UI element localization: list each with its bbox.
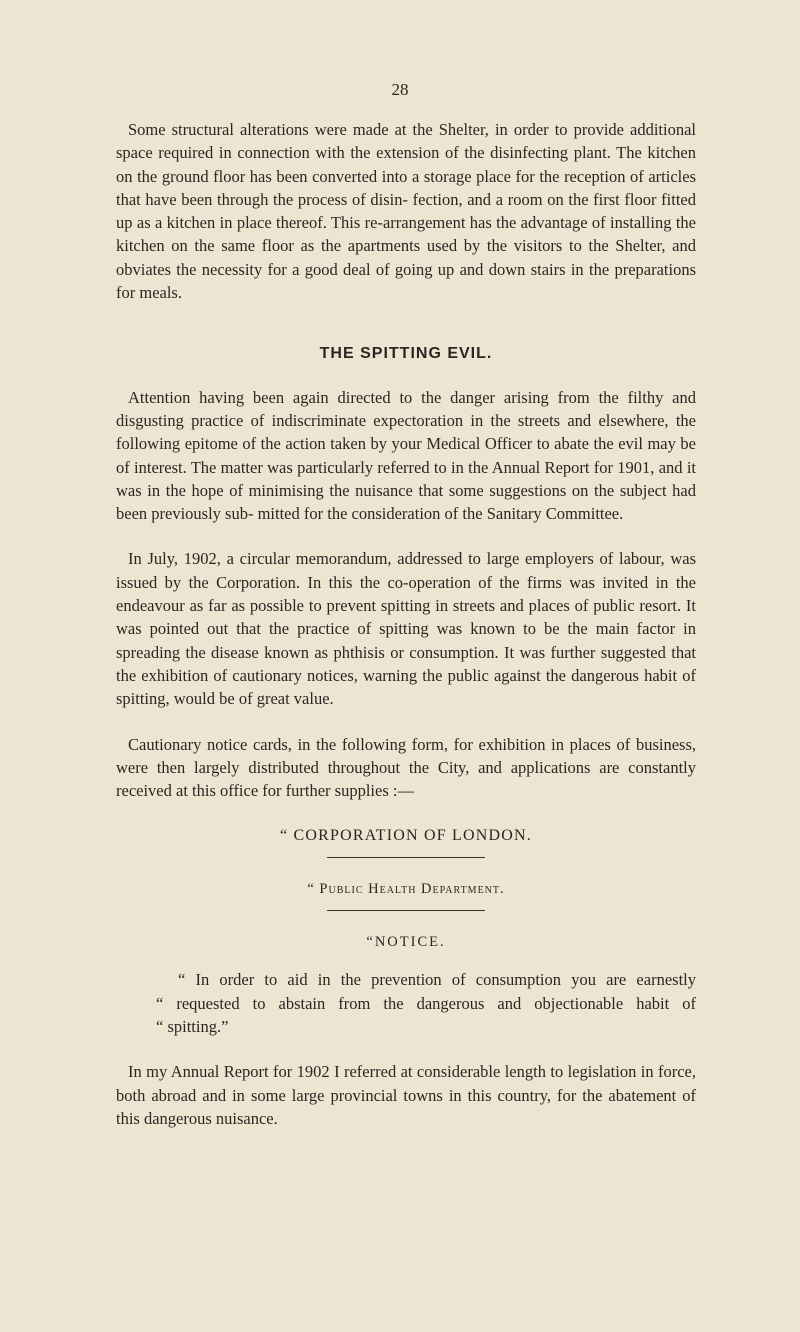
notice-line: “ spitting.”: [156, 1016, 229, 1036]
notice-divider: [327, 857, 485, 858]
notice-line: “ requested to abstain from the dangerous and objectionable habit of: [156, 993, 696, 1013]
paragraph-annual-report: In my Annual Report for 1902 I referred at considerable length to legislation in force, both abroad and in some large provincial towns in this country, for the abatement of this dangerous nuisance.: [116, 1062, 696, 1128]
paragraph-shelter: Some structural alterations were made at the Shelter, in order to provide additional space required in connection with the extension of the disinfecting plant. The kitchen on the ground floor has been converted into a storage place for the reception of articles that have been through the process of disin- fection, and a room on the first floor fitted up as a kitchen in place thereof. This re-arrangement has the advantage of installing the kitchen on the same floor as the apartments used by the visitors to the Shelter, and obviates the necessity for a good deal of going up and down stairs in the preparations for meals.: [116, 120, 696, 303]
notice-card: [116, 824, 696, 1038]
paragraph-cautionary: Cautionary notice cards, in the following form, for exhibition in places of business, were then largely distributed throughout the City, and applications are constantly received at this office for further supplies :—: [116, 734, 696, 801]
notice-heading: “NOTICE.: [366, 934, 446, 951]
notice-divider: [327, 910, 485, 911]
notice-line: “ In order to aid in the prevention of consumption you are earnestly: [178, 970, 696, 990]
notice-text: [156, 968, 696, 1038]
page-number: 28: [391, 80, 409, 99]
paragraph-attention: Attention having been again directed to the danger arising from the filthy and disgusting practice of indiscriminate expectoration in the streets and elsewhere, the following epitome of the action taken by your Medical Officer to abate the evil may be of interest. The matter was particularly referred to in the Annual Report for 1901, and it was in the hope of minimising the nuisance that some suggestions on the subject had been previously sub- mitted for the consideration of the Sanitary Committee.: [116, 387, 696, 524]
section-heading: THE SPITTING EVIL.: [319, 345, 493, 363]
notice-department: “ Public Health Department.: [307, 880, 505, 897]
page-body: [116, 118, 696, 1130]
notice-corporation: “ CORPORATION OF LONDON.: [280, 827, 532, 845]
paragraph-july: In July, 1902, a circular memorandum, addressed to large employers of labour, was issued by the Corporation. In this the co-operation of the firms was invited in the endeavour as far as possible to prevent spitting in streets and places of public resort. It was pointed out that the practice of spitting was known to be the main factor in spreading the disease known as phthisis or consumption. It was further suggested that the exhibition of cautionary notices, warning the public against the dangerous habit of spitting, would be of great value.: [116, 549, 696, 709]
